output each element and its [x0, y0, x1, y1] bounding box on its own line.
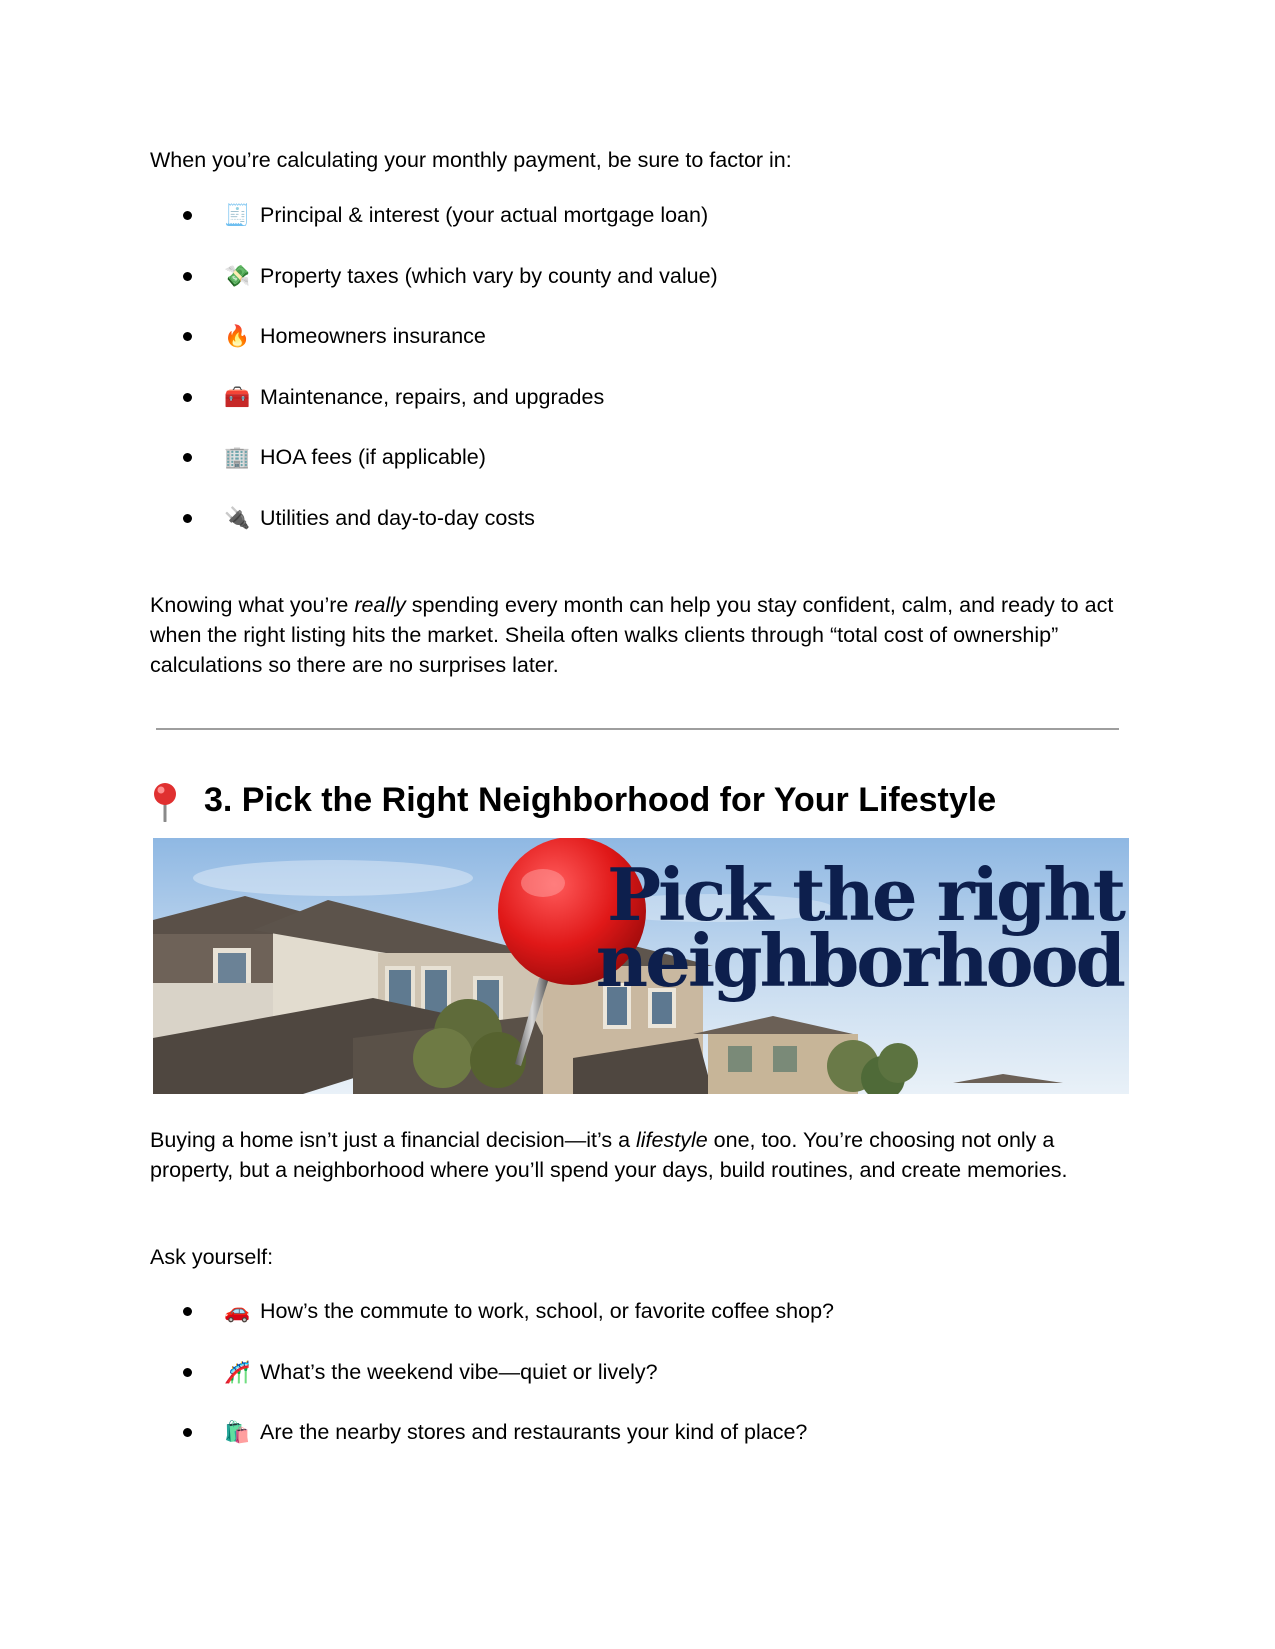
- list-item-text: Principal & interest (your actual mortgage loan): [260, 203, 709, 227]
- questions-list: [150, 1296, 1125, 1478]
- list-item-text: Property taxes (which vary by county and value): [260, 263, 718, 288]
- list-item: [150, 321, 1125, 351]
- toolbox-icon: 🧰: [224, 384, 251, 409]
- banner-illustration: [153, 838, 1129, 1094]
- list-item: [150, 200, 1125, 230]
- bullet-dot: [183, 514, 192, 523]
- car-icon: 🚗: [224, 1299, 251, 1323]
- ask-text: Ask yourself:: [150, 1245, 274, 1269]
- list-item: [150, 382, 1125, 412]
- bullet-dot: [183, 332, 192, 341]
- bullet-dot: [183, 272, 192, 281]
- office-building-icon: 🏢: [224, 445, 251, 470]
- list-item-text: HOA fees (if applicable): [260, 445, 486, 470]
- money-with-wings-icon: 💸: [224, 263, 251, 288]
- knowing-text-start: Knowing what you’re: [150, 593, 355, 617]
- list-item: [150, 503, 1125, 533]
- shopping-bags-icon: 🛍️: [224, 1420, 251, 1445]
- list-item: [150, 1357, 1125, 1387]
- neighborhood-banner-image: [153, 838, 1129, 1094]
- list-item-text: How’s the commute to work, school, or favorite coffee shop?: [260, 1299, 835, 1323]
- bullet-dot: [183, 1428, 192, 1437]
- list-item: [150, 1296, 1125, 1326]
- bullet-dot: [183, 1368, 192, 1377]
- list-item-text: Maintenance, repairs, and upgrades: [260, 384, 605, 409]
- fire-icon: 🔥: [224, 324, 251, 349]
- list-item: [150, 442, 1125, 472]
- banner-title-line1: Pick the right: [607, 852, 1123, 937]
- receipt-icon: 🧾: [224, 203, 251, 227]
- list-item-text: What’s the weekend vibe—quiet or lively?: [260, 1359, 658, 1384]
- bullet-dot: [183, 211, 192, 220]
- intro-text: When you’re calculating your monthly payment, be sure to factor in:: [150, 148, 792, 172]
- knowing-text-end: spending every month can help you stay confident, calm, and ready to act when the right listing hits the market. Sheila often walks clients through “total cost of ownership” calculations so there are no surprises later.: [150, 593, 1114, 677]
- bullet-dot: [183, 453, 192, 462]
- round-pushpin-icon: [150, 782, 188, 822]
- knowing-paragraph: [150, 590, 1125, 680]
- buying-text-start: Buying a home isn’t just a financial decision—it’s a: [150, 1128, 636, 1152]
- cost-list: [150, 200, 1125, 564]
- bullet-dot: [183, 393, 192, 402]
- roller-coaster-icon: 🎢: [224, 1359, 251, 1384]
- buying-emphasis: lifestyle: [636, 1128, 708, 1152]
- list-item-text: Homeowners insurance: [260, 324, 486, 349]
- ask-paragraph: [150, 1242, 1125, 1272]
- knowing-emphasis: really: [354, 593, 406, 617]
- buying-paragraph: [150, 1125, 1125, 1185]
- list-item-text: Utilities and day-to-day costs: [260, 505, 535, 530]
- bullet-dot: [183, 1307, 192, 1316]
- horizontal-divider: [156, 728, 1119, 730]
- list-item-text: Are the nearby stores and restaurants your kind of place?: [260, 1420, 808, 1445]
- banner-title-line2: neighborhood: [595, 918, 1123, 1003]
- buying-text-end: one, too. You’re choosing not only a property, but a neighborhood where you’ll spend your days, build routines, and create memories.: [150, 1128, 1068, 1182]
- intro-paragraph: [150, 145, 1125, 175]
- section-heading-text: 3. Pick the Right Neighborhood for Your Lifestyle: [204, 781, 997, 819]
- electric-plug-icon: 🔌: [224, 505, 251, 530]
- section-heading: [150, 776, 996, 824]
- list-item: [150, 1417, 1125, 1447]
- list-item: [150, 261, 1125, 291]
